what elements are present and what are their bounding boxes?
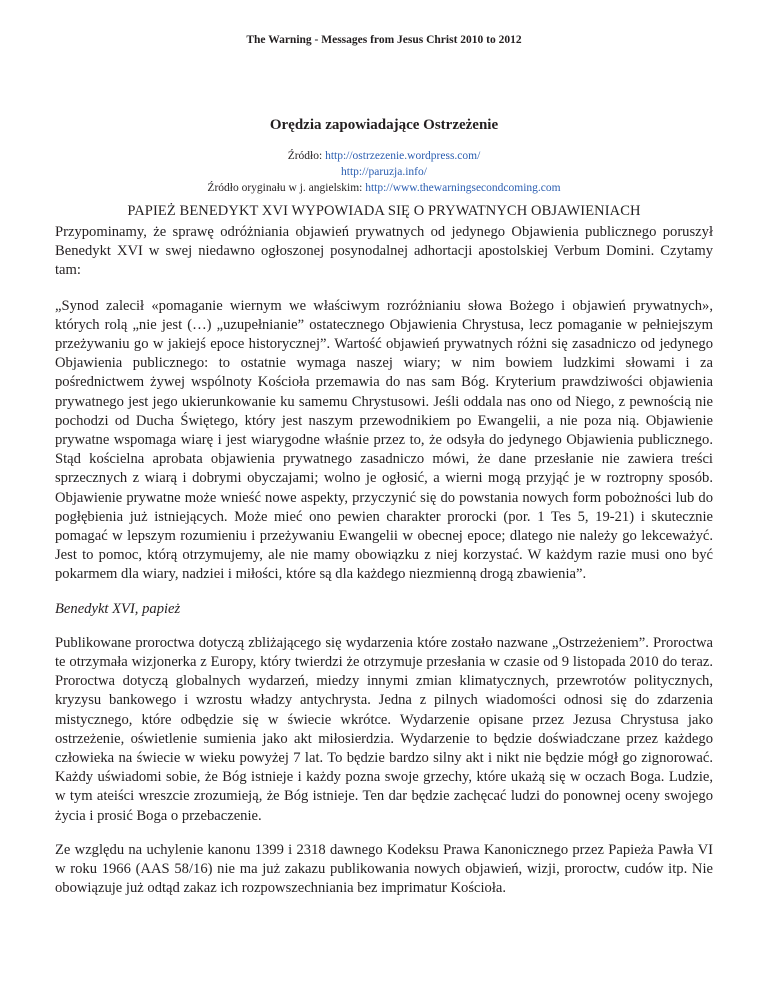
source-link-thewarning[interactable]: http://www.thewarningsecondcoming.com — [365, 182, 561, 194]
canon-paragraph: Ze względu na uchylenie kanonu 1399 i 2318 dawnego Kodeksu Prawa Kanonicznego przez Papieża Pawła VI w roku 1966 (AAS 58/16) nie ma już zakazu publikowania nowych objawień, wizji, proroctw, cudów itp. Nie obowiązuje już odtąd zakaz ich rozpowszechniania bez imprimatur Kościoła. — [55, 841, 713, 897]
running-header: The Warning - Messages from Jesus Christ 2010 to 2012 — [246, 34, 522, 46]
document-title: Orędzia zapowiadające Ostrzeżenie — [269, 117, 499, 133]
intro-paragraph: Przypominamy, że sprawę odróżniania objawień prywatnych od jedynego Objawienia publicznego poruszył Benedykt XVI w swej niedawno ogłoszonej posynodalnej adhortacji apostolskiej Verbum Domini. Czytamy tam: — [55, 224, 713, 279]
prophecy-paragraph: Publikowane proroctwa dotyczą zbliżającego się wydarzenia które zostało nazwane „Ostrzeżeniem”. Proroctwa te otrzymała wizjonerka z Europy, który twierdzi że otrzymuje przesłania w czasie od 9 listopada 2010 do teraz. Proroctwa dotyczą globalnych wydarzeń, miedzy innymi zmian klimatycznych, przewrotów politycznych, kryzysu bankowego i wzrostu władzy antychrysta. Jedna z pilnych wiadomości odnosi się do zdarzenia mistycznego, które odbędzie się w świecie wkrótce. Wydarzenie opisane przez Jezusa Chrystusa jako ostrzeżenie, oświetlenie sumienia jako akt miłosierdzia. Wydarzenie to będzie doświadczane przez każdego człowieka na świecie w wieku powyżej 7 lat. To będzie bardzo silny akt i nikt nie będzie mógł go zignorować. Każdy uświadomi sobie, że Bóg istnieje i każdy pozna swoje grzechy, które ukażą się w oczach Boga. Ludzie, w tym ateiści wreszcie zrozumieją, że Bóg istnieje. Ten dar będzie zachęcać ludzi do ponownej oceny swojego życia i prosić Boga o przebaczenie. — [55, 634, 713, 824]
body-text — [55, 223, 713, 914]
quote-paragraph: „Synod zalecił «pomaganie wiernym we właściwym rozróżnianiu słowa Bożego i objawień prywatnych», których rolą „nie jest (…) „uzupełnianie” ostatecznego Objawienia Chrystusa, lecz pomaganie w pełniejszym przeżywaniu go w jakiejś epoce historycznej”. Wartość objawień prywatnych różni się zasadniczo od jedynego Objawienia publicznego: to ostatnie wymaga naszej wiary; w nim bowiem ludzkimi słowami i za pośrednictwem żywej wspólnoty Kościoła przemawia do nas sam Bóg. Kryterium prawdziwości objawienia prywatnego jest jego ukierunkowanie ku samemu Chrystusowi. Jeśli oddala nas ono od Niego, z pewnością nie pochodzi od Ducha Świętego, który jest naszym przewodnikiem po Ewangelii, a nie poza nią. Objawienie prywatne wspomaga wiarę i jest wiarygodne właśnie przez to, że odsyła do jedynego Objawienia publicznego. Stąd kościelna aprobata objawienia prywatnego zasadniczo mówi, że dane przesłanie nie zawiera treści sprzecznych z wiarą i dobrymi obyczajami; wolno je ogłosić, a wierni mogą przyjąć je w roztropny sposób. Objawienie prywatne może wnieść nowe aspekty, przyczynić się do powstania nowych form pobożności lub do pogłębienia już istniejących. Może mieć ono pewien charakter prorocki (por. 1 Tes 5, 19-21) i skutecznie pomagać w lepszym rozumieniu i przeżywaniu Ewangelii w obecnej epoce; dlatego nie należy go lekceważyć. Jest to pomoc, którą otrzymujemy, ale nie mamy obowiązku z niej korzystać. W każdym razie musi ono być pokarmem dla wiary, nadziei i miłości, które są dla każdego niezmienną drogą zbawienia”. — [55, 297, 713, 583]
attribution: Benedykt XVI, papież — [55, 600, 181, 617]
section-heading: PAPIEŻ BENEDYKT XVI WYPOWIADA SIĘ O PRYWATNYCH OBJAWIENIACH — [127, 203, 641, 219]
source-line-2 — [0, 164, 768, 180]
source-line-3 — [0, 180, 768, 196]
source-line-1 — [0, 148, 768, 164]
source-link-ostrzezenie[interactable]: http://ostrzezenie.wordpress.com/ — [325, 150, 481, 162]
source-label: Źródło: — [287, 150, 326, 162]
original-source-label: Źródło oryginału w j. angielskim: — [207, 182, 366, 194]
sources-block — [0, 148, 768, 196]
source-link-paruzja[interactable]: http://paruzja.info/ — [341, 166, 427, 178]
